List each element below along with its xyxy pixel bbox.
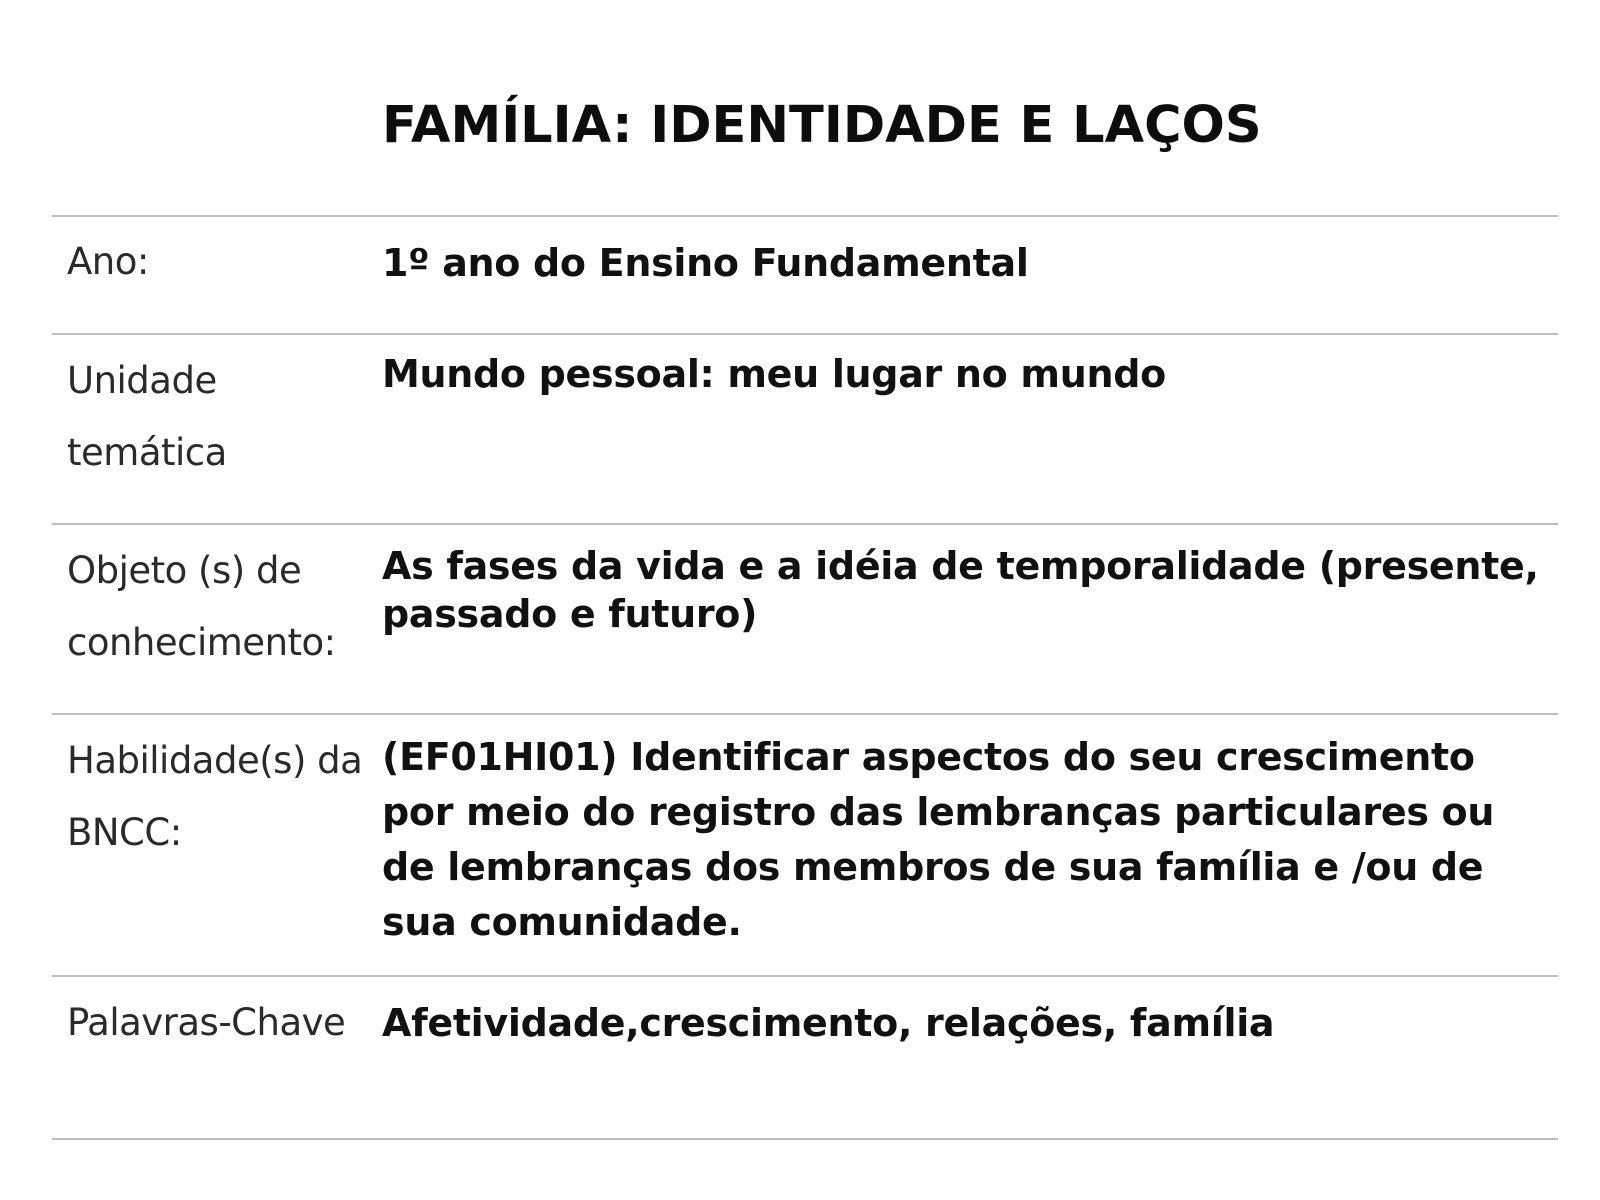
- row-value-palavras-chave: Afetividade,crescimento, relações, família: [382, 1001, 1275, 1045]
- lesson-info-table: [52, 215, 1558, 1140]
- row-value-habilidades-bncc: (EF01HI01) Identificar aspectos do seu crescimento por meio do registro das lembranças particulares ou de lembranças dos membros de sua família e /ou de sua comunidade.: [382, 735, 1495, 944]
- row-label-ano: Ano:: [67, 240, 149, 283]
- row-value-objeto-conhecimento: As fases da vida e a idéia de temporalidade (presente, passado e futuro): [382, 544, 1539, 636]
- table-row-habilidades-bncc: [52, 715, 1558, 977]
- row-value-unidade-tematica: Mundo pessoal: meu lugar no mundo: [382, 352, 1166, 396]
- row-value-ano: 1º ano do Ensino Fundamental: [382, 241, 1029, 285]
- table-row-unidade-tematica: [52, 335, 1558, 525]
- table-row-objeto-conhecimento: [52, 525, 1558, 715]
- table-row-ano: [52, 217, 1558, 335]
- table-row-palavras-chave: [52, 977, 1558, 1140]
- row-label-unidade-tematica: Unidade temática: [67, 359, 227, 474]
- page-title: FAMÍLIA: IDENTIDADE E LAÇOS: [382, 96, 1262, 155]
- row-label-palavras-chave: Palavras-Chave: [67, 1001, 346, 1044]
- row-label-objeto-conhecimento: Objeto (s) de conhecimento:: [67, 549, 336, 664]
- row-label-habilidades-bncc: Habilidade(s) da BNCC:: [67, 739, 363, 854]
